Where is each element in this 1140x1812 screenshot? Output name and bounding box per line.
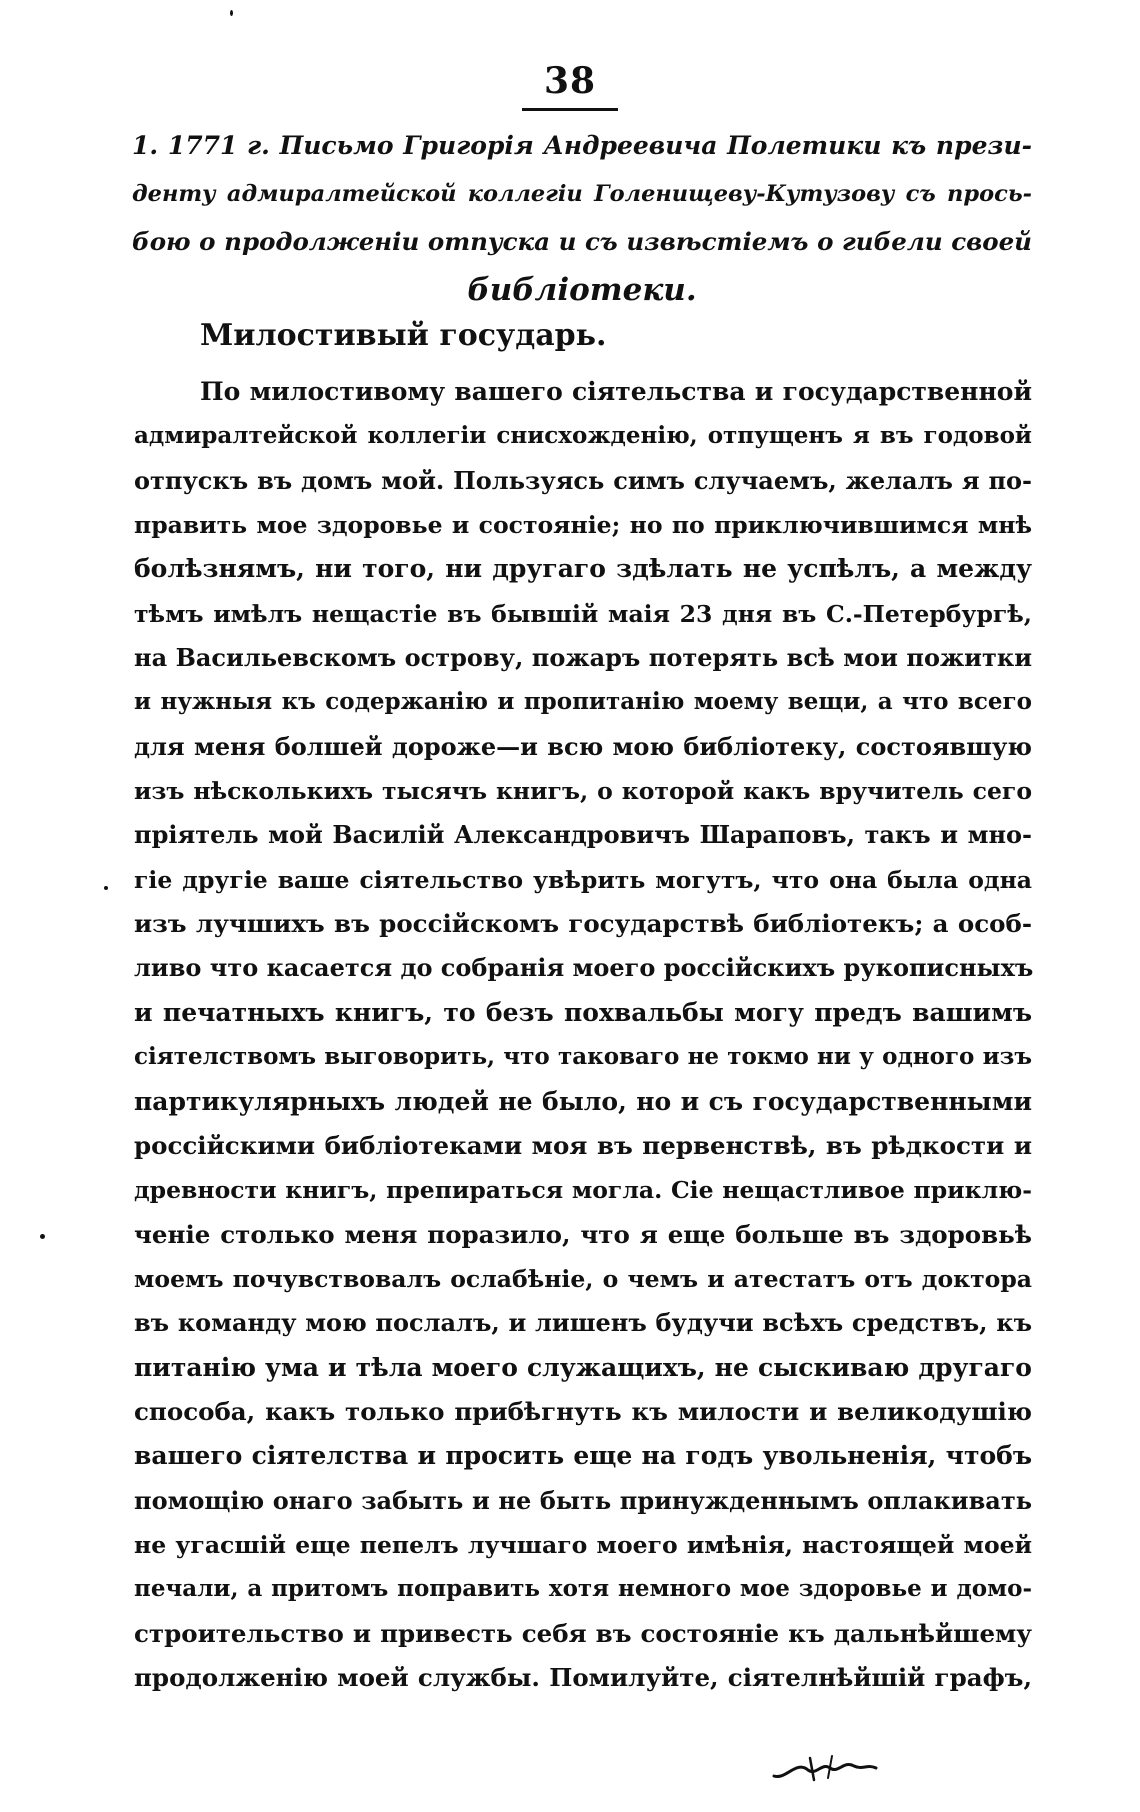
body-line: строительство и привесть себя въ состояніе къ дальнѣйшему (134, 1618, 1032, 1648)
body-line: По милостивому вашего сіятельства и государственной (200, 377, 1032, 406)
body-line: вашего сіятелства и просить еще на годъ увольненія, чтобъ (134, 1441, 1032, 1471)
body-line: партикулярныхъ людей не было, но и съ государственными (134, 1086, 1032, 1116)
document-heading (132, 122, 1032, 314)
body-line: помощію онаго забыть и не быть принужденнымъ оплакивать (134, 1485, 1032, 1515)
body-line: тѣмъ имѣлъ нещастіе въ бывшій маія 23 дня въ С.-Петербургѣ, (134, 599, 1032, 628)
body-line: пріятель мой Василій Александровичъ Шараповъ, такъ и мно- (134, 820, 1032, 850)
body-line: болѣзнямъ, ни того, ни другаго здѣлать не успѣлъ, а между (134, 554, 1032, 584)
body-line: на Васильевскомъ острову, пожаръ потерять всѣ мои пожитки (134, 643, 1032, 673)
body-line: питанію ума и тѣла моего служащихъ, не сыскиваю другаго (134, 1352, 1032, 1382)
heading-line: денту адмиралтейской коллегіи Голенищеву-Кутузову съ прось- (132, 181, 1032, 207)
ink-flourish (770, 1750, 880, 1784)
body-line: продолженію моей службы. Помилуйте, сіятелнѣйшій графъ, (134, 1662, 1032, 1692)
scan-speck (40, 1234, 45, 1239)
letter-salutation: Милостивый государь. (200, 318, 607, 353)
body-line: ливо что касается до собранія моего россійскихъ рукописныхъ (134, 953, 1034, 983)
body-line: адмиралтейской коллегіи снисхожденію, отпущенъ я въ годовой (134, 422, 1032, 450)
heading-line: 1. 1771 г. Письмо Григорія Андреевича Полетики къ прези- (132, 131, 1032, 160)
body-line: и печатныхъ книгъ, то безъ похвальбы могу предъ вашимъ (134, 997, 1032, 1027)
body-line: древности книгъ, препираться могла. Сіе нещастливое приклю- (134, 1176, 1032, 1205)
body-line: россійскими библіотеками моя въ первенствѣ, въ рѣдкости и (134, 1130, 1032, 1160)
body-line: изъ лучшихъ въ россійскомъ государствѣ библіотекъ; а особ- (134, 909, 1032, 939)
body-line: печали, а притомъ поправить хотя немного мое здоровье и домо- (134, 1575, 1032, 1603)
heading-line: библіотеки. (467, 272, 697, 308)
body-line: способа, какъ только прибѣгнуть къ милости и великодушію (134, 1396, 1032, 1426)
scan-speck (104, 886, 108, 890)
page-number: 38 (543, 60, 597, 102)
body-line: гіе другіе ваше сіятельство увѣрить могутъ, что она была одна (134, 865, 1032, 894)
body-line: изъ нѣсколькихъ тысячъ книгъ, о которой какъ вручитель сего (134, 777, 1032, 806)
body-line: въ команду мою послалъ, и лишенъ будучи всѣхъ средствъ, къ (134, 1308, 1032, 1338)
body-line: и нужныя къ содержанію и пропитанію моему вещи, а что всего (134, 688, 1032, 716)
body-line: сіятелствомъ выговорить, что таковаго не токмо ни у одного изъ (134, 1043, 1032, 1071)
body-line: не угасшій еще пепелъ лучшаго моего имѣнія, настоящей моей (134, 1530, 1032, 1559)
page-number-underline (522, 108, 618, 111)
heading-line: бою о продолженіи отпуска и съ извѣстіемъ о гибели своей (132, 227, 1032, 256)
body-line: моемъ почувствовалъ ослабѣніе, о чемъ и атестатъ отъ доктора (134, 1264, 1032, 1293)
body-line: отпускъ въ домъ мой. Пользуясь симъ случаемъ, желалъ я по- (134, 465, 1032, 495)
body-line: править мое здоровье и состояніе; но по приключившимся мнѣ (134, 511, 1032, 540)
letter-body (134, 370, 1032, 1700)
scan-speck (230, 10, 233, 16)
body-line: для меня болшей дороже—и всю мою библіотеку, состоявшую (134, 731, 1032, 761)
body-line: ченіе столько меня поразило, что я еще больше въ здоровьѣ (134, 1219, 1032, 1249)
